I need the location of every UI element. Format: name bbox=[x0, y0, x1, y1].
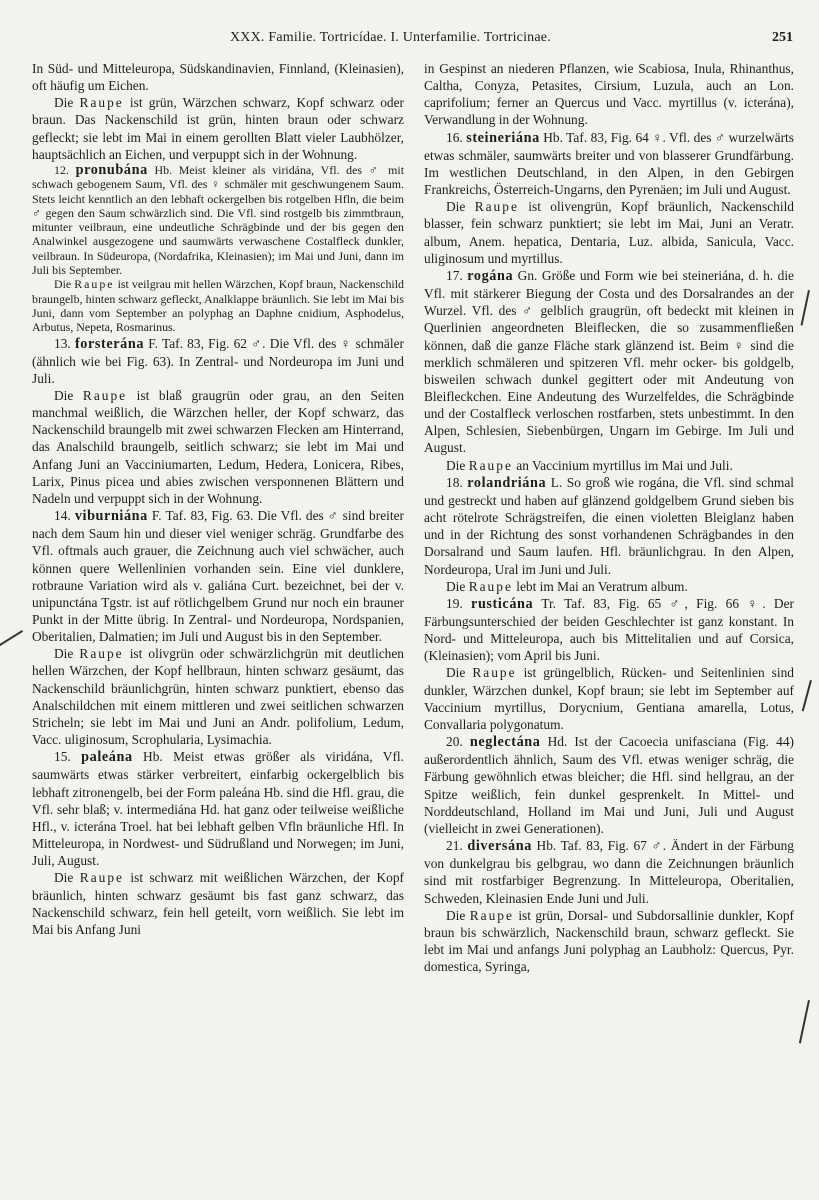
species-entry bbox=[32, 748, 404, 869]
right-column bbox=[424, 60, 794, 975]
paragraph bbox=[32, 869, 404, 938]
species-entry bbox=[424, 837, 794, 907]
paragraph-text: in Gespinst an niederen Pflanzen, wie Scabiosa, Inula, Rhinanthus, Caltha, Conyza, Petasites, Cirsium, Luzula, auch an Lon. caprifolium; ferner an Quercus und Vacc. myrtillus (v. icterána), Verwandlung in der Wohnung. bbox=[424, 61, 794, 128]
entry-number: 15. bbox=[54, 749, 71, 765]
spaced-word: Raupe bbox=[474, 199, 519, 215]
species-entry bbox=[424, 474, 794, 578]
paragraph-text: Hd. Ist der Cacoecia unifasciana (Fig. 44) außerordentlich ähnlich, Saum des Vfl. etwas weniger schräg, die Färbung gewöhnlich etwas bleicher; die Hfl. sind hellgrau, an der Spitze weißlich, fein dunkel gesprenkelt. In Mittel- und Norddeutschland, Holland im Mai und Juni, Juli und August (vielleicht in zwei Generationen). bbox=[424, 734, 794, 836]
header-title: XXX. Familie. Tortricídae. I. Unterfamilie. Tortricinae. bbox=[230, 30, 551, 45]
paragraph-text: Gn. Größe und Form wie bei steineriána, d. h. die Vfl. mit stärkerer Biegung der Costa und des Dorsalrandes an der Wurzel. Vfl. des ♂ gelblich graugrün, oft bedeckt mit kleinen in Querlinien angeordneten Bleiflecken, die so zusammenfließen können, daß die ganze Fläche stark glänzend ist. Beim ♀ sind die merklich schmäleren und spitzeren Vfl. mehr ocker- bis goldgelb, bisweilen schwach dunkel gegittert oder mit Andeutung von Bleifleckchen. Eine Andeutung des Wurzelfeldes, die Schrägbinde und der Costalfleck verloschen rostfarben, stets unbestimmt. In den Alpen, Schlesien, Siebenbürgen, Ungarn im Gebirge. Im Juli und August. bbox=[424, 267, 794, 456]
paragraph-text: ist grün, Wärzchen schwarz, Kopf schwarz oder braun. Das Nackenschild ist grün, hinten braun oder schwarz gefleckt; sie lebt im Mai in einem gerollten Blatt vieler Laubhölzer, hauptsächlich an Eichen, und verpuppt sich in der Wohnung. bbox=[32, 95, 404, 162]
spaced-word: Raupe bbox=[468, 578, 513, 594]
paragraph bbox=[32, 645, 404, 748]
paragraph-lead: Die bbox=[54, 95, 80, 111]
paragraph-text: Hb. Taf. 83, Fig. 64 ♀. Vfl. des ♂ wurzelwärts etwas schmäler, saumwärts breiter und von blasserer Grundfärbung. Im westlichen Deutschland, in den Alpen, in den Gebirgen Frankreichs, Österreich-Ungarns, den Pyrenäen; im Juli und August. bbox=[424, 129, 794, 198]
entry-number: 17. bbox=[446, 267, 463, 283]
paragraph-text: ist schwarz mit weißlichen Wärzchen, der Kopf bräunlich, hinten schwarz gesäumt bis fast ganz schwarz, das Nackenschild schwarz, fein hell geteilt, vorn weißlich. Sie lebt im Mai bis Anfang Juni bbox=[32, 870, 405, 937]
page-number: 251 bbox=[772, 30, 793, 45]
species-name: diversána bbox=[467, 838, 532, 855]
paragraph-lead: Die bbox=[54, 387, 83, 403]
paragraph-lead: Die bbox=[446, 199, 475, 215]
species-name: rogána bbox=[467, 267, 514, 284]
species-entry bbox=[424, 267, 794, 457]
spaced-word: Raupe bbox=[79, 870, 124, 886]
paragraph-text: Tr. Taf. 83, Fig. 65 ♂, Fig. 66 ♀. Der Färbungsunterschied der beiden Geschlechter ist ganz konstant. In Nord- und Mitteleuropa, auch bis Mittelitalien und auf Corsica, (Kleinasien); vom April bis Juni. bbox=[424, 595, 794, 664]
paragraph-lead: Die bbox=[54, 277, 75, 292]
entry-number: 16. bbox=[446, 129, 463, 145]
paragraph-lead: Die bbox=[54, 870, 80, 886]
paragraph-text: F. Taf. 83, Fig. 63. Die Vfl. des ♂ sind breiter nach dem Saum hin und dieser viel weniger schräg. Grundfarbe des Vfl. oftmals auch grauer, die Zeichnung auch viel schwächer, auch können quere Wellenlinien vorhanden sein. Eine viel dunklere, rotbraune Variation wird als v. galiána Curt. bezeichnet, bei der v. unipunctána Tgstr. ist auf rötlichgelbem Grund nur noch ein brauner Punkt in der Mitte übrig. In Zentral- und Nordeuropa, Nordspanien, Oberitalien, Dalmatien; im Juli und August bis in den September. bbox=[32, 508, 404, 645]
species-name: neglectána bbox=[469, 734, 541, 751]
paragraph bbox=[32, 60, 404, 94]
paragraph bbox=[424, 457, 794, 474]
species-entry bbox=[32, 335, 404, 387]
entry-number: 18. bbox=[446, 474, 463, 490]
paragraph-text: In Süd- und Mitteleuropa, Südskandinavien, Finnland, (Kleinasien), oft häufig um Eichen. bbox=[32, 61, 404, 94]
species-name: pronubána bbox=[75, 161, 148, 178]
paragraph-text: Hb. Meist kleiner als viridána, Vfl. des ♂ mit schwach gebogenem Saum, Vfl. des ♀ schmäler mit geschwungenem Saum. Stets leicht kenntlich an den lebhaft ockergelben bis rotgelben Hfln, die beim ♂ gegen den Saum schwärzlich sind. Die Vfl. sind rostgelb bis zimmtbraun, mitunter veilbraun, eine undeutliche Schrägbinde und der bis gegen den Analwinkel ausgezogene und saumwärts verwaschene Costalfleck dunkler, veilbraun. In Südeuropa, (Nordafrika, Kleinasien); im Mai und Juni, dann im Juli bis September. bbox=[32, 162, 404, 278]
species-name: forsterána bbox=[74, 335, 145, 352]
paragraph-text: L. So groß wie rogána, die Vfl. sind schmal und gestreckt und haben auf glänzend goldgelbem Grund sieben bis acht rötelrote Schrägstreifen, die einen violetten Bleiglanz haben und in der Richtung des sonst vorhandenen Schrägbandes in den Dorsalrand und Saum laufen. Hfl. bräunlichgrau. In den Alpen, Nordeuropa, Ural im Juni und Juli. bbox=[424, 474, 794, 577]
spaced-word: Raupe bbox=[468, 457, 513, 473]
paragraph bbox=[32, 277, 404, 334]
margin-pencil-mark bbox=[802, 680, 812, 711]
paragraph-lead: Die bbox=[446, 907, 470, 923]
paragraph-text: lebt im Mai an Veratrum album. bbox=[512, 578, 688, 594]
species-entry bbox=[32, 507, 404, 645]
paragraph bbox=[32, 94, 404, 163]
paragraph bbox=[424, 907, 794, 976]
entry-number: 19. bbox=[446, 595, 463, 611]
paragraph-text: ist olivgrün oder schwärzlichgrün mit deutlichen hellen Wärzchen, der Kopf hellbraun, hinten schwarz gesäumt, das Nackenschild bräunlichgrün, hinten schwarz punktiert, ebenso das Analschildchen mit einem mittleren und zwei seitlichen schwarzen Stricheln; sie lebt im Mai und Juni an Andr. polifolium, Ledum, Vacc. uliginosum, Scrophularia, Lysimachia. bbox=[32, 646, 404, 748]
entry-number: 21. bbox=[446, 838, 463, 854]
paragraph-text: ist grüngelblich, Rücken- und Seitenlinien sind dunkler, Wärzchen dunkel, Kopf braun; sie lebt im September auf Vaccinium myrtillus, Dorycnium, Gentiana amarella, Lotus, Convallaria polygonatum. bbox=[424, 665, 794, 732]
paragraph-lead: Die bbox=[446, 457, 469, 473]
margin-pencil-mark bbox=[0, 630, 23, 649]
spaced-word: Raupe bbox=[74, 277, 115, 292]
margin-pencil-mark bbox=[801, 290, 810, 326]
paragraph-text: ist blaß graugrün oder grau, an den Seiten manchmal weißlich, die Wärzchen heller, der Kopf schwarz, das Nackenschild braungelb mit zwei schwarzen Flecken am Hinterrand, das Analschild braungelb, seitlich schwarz; sie lebt im Mai und Anfang Juni an Vacciniumarten, Ledum, Hedera, Lonicera, Ribes, Larix, Pinus picea und abies zwischen versponnenen Blättern und Nadeln und verpuppt sich in der Wohnung. bbox=[32, 387, 405, 506]
entry-number: 20. bbox=[446, 734, 463, 750]
paragraph-text: ist olivengrün, Kopf bräunlich, Nackenschild blasser, fein schwarz punktiert; sie lebt im Mai, Juni an Veratr. album, Anem. hepatica, Dentaria, Luz. albida, Sanicula, Vacc. uliginosum und myrtillus. bbox=[424, 199, 794, 266]
paragraph bbox=[424, 664, 794, 733]
paragraph-text: F. Taf. 83, Fig. 62 ♂. Die Vfl. des ♀ schmäler (ähnlich wie bei Fig. 63). In Zentral- und Nordeuropa im Juni und Juli. bbox=[32, 335, 404, 386]
paragraph bbox=[424, 578, 794, 595]
entry-number: 12. bbox=[54, 162, 69, 177]
entry-number: 13. bbox=[54, 335, 71, 351]
paragraph bbox=[424, 60, 794, 129]
margin-pencil-mark bbox=[799, 1000, 810, 1043]
paragraph-lead: Die bbox=[446, 665, 473, 681]
paragraph-lead: Die bbox=[54, 646, 80, 662]
entry-number: 14. bbox=[54, 508, 71, 524]
species-entry bbox=[32, 163, 404, 277]
species-name: viburniána bbox=[74, 508, 148, 525]
paragraph-text: Hb. Meist etwas größer als viridána, Vfl. saumwärts etwas stärker verbreitert, einfarbig ockergelblich bis lebhaft zitronengelb, bei der Form paleána Hb. sind die Hfl. grau, die Vfl. sehr blaß; v. intermediána Hd. hat ganz oder teilweise weißliche Hfl., v. icterána Troel. hat bei lebhaft gelben Vfln bräunliche Hfl. In Mitteleuropa, in Nordwest- und Südrußland und Norwegen; im Juni, Juli, August. bbox=[32, 749, 404, 869]
paragraph-lead: Die bbox=[446, 578, 469, 594]
spaced-word: Raupe bbox=[472, 665, 517, 681]
species-entry bbox=[424, 129, 794, 199]
species-name: steineriána bbox=[466, 129, 540, 146]
paragraph-text: Hb. Taf. 83, Fig. 67 ♂. Ändert in der Färbung von dunkelgrau bis gelbgrau, wo dann die Zeichnungen bräunlich sind mit rostfarbiger Begrenzung. In Mitteleuropa, Oberitalien, Schweden, Kleinasien Ende Juni und Juli. bbox=[424, 838, 794, 906]
spaced-word: Raupe bbox=[79, 646, 124, 662]
paragraph-text: an Vaccinium myrtillus im Mai und Juli. bbox=[512, 457, 733, 473]
species-entry bbox=[424, 733, 794, 837]
paragraph-text: ist grün, Dorsal- und Subdorsallinie dunkler, Kopf braun bis schwärzlich, Nackenschild braun, schwarz gefleckt. Sie lebt im Mai und anfangs Juni polyphag an Laubholz: Quercus, Pyr. domestica, Syringa, bbox=[424, 907, 794, 975]
paragraph bbox=[32, 387, 404, 507]
left-column bbox=[32, 60, 404, 938]
running-header bbox=[30, 30, 793, 52]
species-name: paleána bbox=[81, 749, 133, 766]
spaced-word: Raupe bbox=[82, 387, 128, 403]
species-name: rusticána bbox=[471, 595, 534, 612]
paragraph bbox=[424, 198, 794, 267]
spaced-word: Raupe bbox=[79, 95, 124, 111]
paragraph-text: ist veilgrau mit hellen Wärzchen, Kopf braun, Nackenschild braungelb, hinten schwarz gefleckt, Analklappe bräunlich. Sie lebt im Mai bis Juni, dann vom September an polyphag an Daphne cnidium, Asphodelus, Arbutus, Nepeta, Rosmarinus. bbox=[32, 277, 404, 335]
species-name: rolandriána bbox=[467, 474, 547, 491]
spaced-word: Raupe bbox=[469, 907, 514, 923]
species-entry bbox=[424, 595, 794, 665]
